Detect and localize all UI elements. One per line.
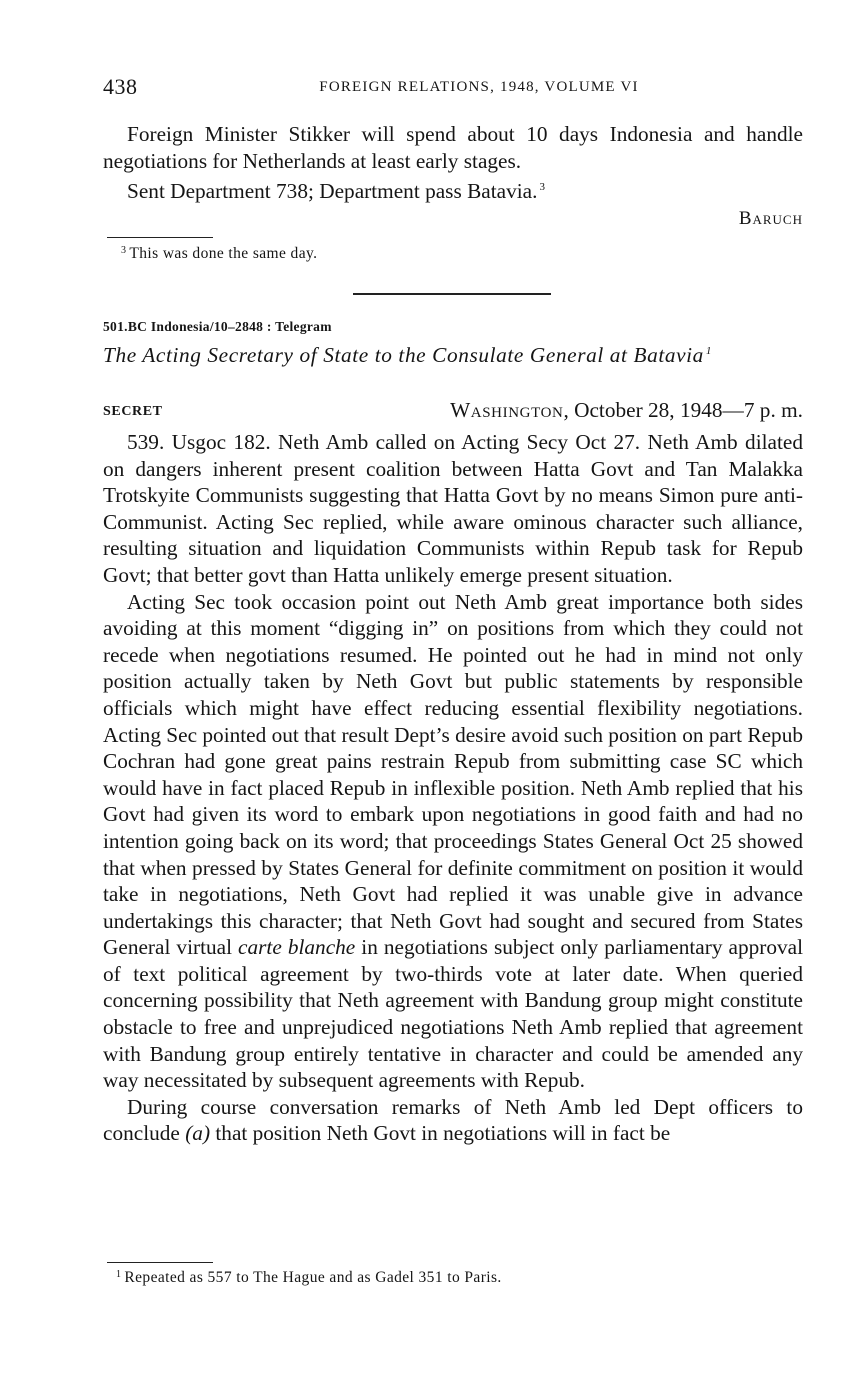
footnote-1: $^1$ Repeated as 557 to The Hague and as Gadel 351 to Paris. — [116, 1269, 502, 1286]
closing-paragraph: Foreign Minister Stikker will spend about 10 days Indonesia and handle negotiations for Netherlands at least early stages. — [103, 122, 803, 173]
file-reference: 501.BC Indonesia/10–2848 : Telegram — [103, 319, 332, 334]
footnote-rule — [107, 237, 213, 238]
sent-line: Sent Department 738; Department pass Batavia. $^3$ — [127, 179, 545, 204]
paragraph-3: During course conversation remarks of Neth Amb led Dept officers to conclude (a) that position Neth Govt in negotiations will in fact be — [103, 1094, 803, 1146]
paragraph-1: 539. Usgoc 182. Neth Amb called on Acting Secy Oct 27. Neth Amb dilated on dangers inherent present coalition between Hatta Govt and Tan Malakka Trotskyite Communists suggesting that Hatta Govt by no means Simon pure anti-Communist. Acting Sec replied, while aware ominous character such alliance, resulting situation and liquidation Communists within Repub task for Repub Govt; that better govt than Hatta unlikely emerge present situation. — [103, 430, 803, 587]
italic-phrase: carte blanche — [238, 935, 356, 960]
document-title: The Acting Secretary of State to the Consulate General at Batavia $^1$ — [103, 343, 713, 367]
signature: Baruch — [738, 207, 803, 229]
footnote-ref-1: 1 — [705, 345, 713, 357]
prior-document-tail — [103, 121, 803, 232]
place-date — [450, 398, 803, 423]
running-head: FOREIGN RELATIONS, 1948, VOLUME VI — [319, 79, 639, 95]
footnote-ref-3: 3 — [539, 181, 545, 194]
page-header — [103, 74, 803, 104]
document-separator — [353, 293, 551, 295]
telegram-body — [103, 429, 803, 1147]
date-time: , October 28, 1948—7 p. m. — [563, 398, 803, 422]
page-number: 438 — [103, 74, 138, 99]
footnote-rule — [107, 1262, 213, 1263]
footnote-3: $^3$ This was done the same day. — [121, 245, 318, 262]
classification: SECRET — [103, 404, 163, 419]
paragraph-2: Acting Sec took occasion point out Neth Amb great importance both sides avoiding at this moment “digging in” on positions from which they could not recede when negotiations resumed. He pointed out he had in mind not only position actually taken by Neth Govt but public statements by responsible officials which might have effect reducing essential flexibility negotiations. Acting Sec pointed out that result Dept’s desire avoid such position on part Repub Cochran had gone great pains restrain Repub from submitting case SC which would have in fact placed Repub in inflexible position. Neth Amb replied that his Govt had given its word to embark upon negotiations in good faith and had no intention going back on its word; that proceedings States General Oct 25 showed that when pressed by States General for definite commitment on position it would take in negotiations, Neth Govt had replied it was unable give in advance undertakings this character; that Neth Govt had sought and secured from States General virtual carte blanche in negotiations subject only parliamentary approval of text political agreement by two-thirds vote at later date. When queried concerning possibility that Neth agreement with Bandung group might constitute obstacle to free and unprejudiced negotiations Neth Amb replied that agreement with Bandung group entirely tentative in character and could be amended any way necessitated by subsequent agreements with Repub. — [103, 589, 804, 1093]
place: Washington — [450, 398, 564, 422]
item-label: (a) — [185, 1121, 211, 1146]
dateline — [103, 398, 803, 426]
